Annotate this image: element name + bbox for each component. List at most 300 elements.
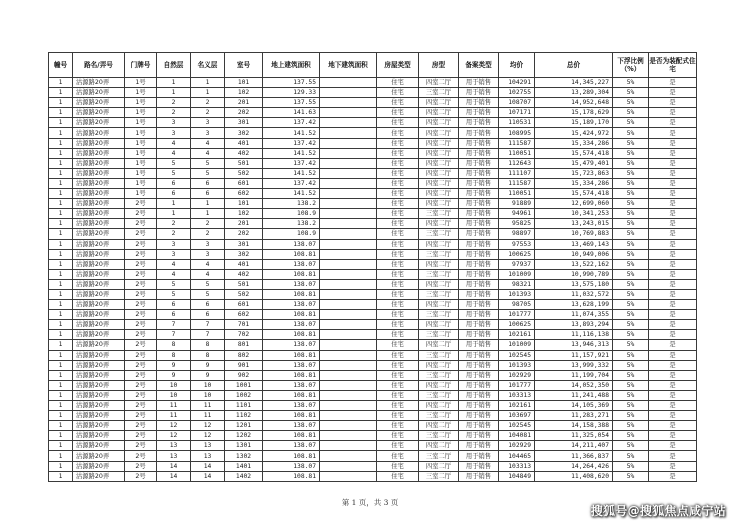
cell-unit-price: 91889 — [499, 199, 535, 209]
cell-door-no: 2号 — [125, 300, 157, 310]
cell-layout: 三室二厅 — [419, 451, 459, 461]
cell-prefab-flag: 是 — [649, 340, 697, 350]
cell-unit-price: 97937 — [499, 259, 535, 269]
cell-natural-floor: 2 — [157, 108, 191, 118]
cell-layout: 三室二厅 — [419, 431, 459, 441]
cell-road-lane: 沽源路20弄 — [73, 471, 125, 481]
cell-road-lane: 沽源路20弄 — [73, 78, 125, 88]
cell-filing-type: 用于销售 — [459, 118, 499, 128]
cell-below-ground-area — [320, 108, 377, 118]
cell-unit-price: 95825 — [499, 219, 535, 229]
cell-nominal-floor: 3 — [191, 118, 225, 128]
cell-below-ground-area — [320, 128, 377, 138]
cell-natural-floor: 6 — [157, 178, 191, 188]
cell-below-ground-area — [320, 289, 377, 299]
cell-door-no: 1号 — [125, 108, 157, 118]
cell-road-lane: 沽源路20弄 — [73, 259, 125, 269]
cell-door-no: 2号 — [125, 411, 157, 421]
cell-layout: 三室二厅 — [419, 310, 459, 320]
cell-prefab-flag: 是 — [649, 310, 697, 320]
cell-prefab-flag: 是 — [649, 330, 697, 340]
cell-total-price: 13,575,180 — [535, 279, 613, 289]
cell-total-price: 14,105,369 — [535, 401, 613, 411]
cell-total-price: 15,189,170 — [535, 118, 613, 128]
cell-below-ground-area — [320, 168, 377, 178]
cell-natural-floor: 10 — [157, 380, 191, 390]
cell-prefab-flag: 是 — [649, 320, 697, 330]
cell-total-price: 11,116,138 — [535, 330, 613, 340]
cell-discount-ratio: 5% — [613, 300, 649, 310]
cell-road-lane: 沽源路20弄 — [73, 320, 125, 330]
cell-total-price: 10,990,789 — [535, 269, 613, 279]
cell-room-no: 202 — [225, 229, 263, 239]
cell-unit-price: 101009 — [499, 340, 535, 350]
cell-prefab-flag: 是 — [649, 148, 697, 158]
cell-above-ground-area: 138.07 — [263, 461, 320, 471]
cell-door-no: 2号 — [125, 269, 157, 279]
cell-unit-price: 101777 — [499, 310, 535, 320]
cell-above-ground-area: 108.81 — [263, 350, 320, 360]
cell-below-ground-area — [320, 451, 377, 461]
cell-below-ground-area — [320, 461, 377, 471]
cell-unit-price: 104291 — [499, 78, 535, 88]
table-row — [49, 78, 697, 88]
cell-house-type: 住宅 — [377, 219, 419, 229]
cell-door-no: 1号 — [125, 118, 157, 128]
cell-total-price: 11,074,355 — [535, 310, 613, 320]
cell-unit-price: 102755 — [499, 88, 535, 98]
cell-nominal-floor: 5 — [191, 168, 225, 178]
cell-unit-price: 103313 — [499, 390, 535, 400]
cell-prefab-flag: 是 — [649, 138, 697, 148]
table-row — [49, 350, 697, 360]
cell-total-price: 13,289,304 — [535, 88, 613, 98]
cell-prefab-flag: 是 — [649, 158, 697, 168]
cell-total-price: 11,241,488 — [535, 390, 613, 400]
cell-room-no: 1102 — [225, 411, 263, 421]
cell-below-ground-area — [320, 78, 377, 88]
cell-filing-type: 用于销售 — [459, 209, 499, 219]
cell-house-type: 住宅 — [377, 390, 419, 400]
cell-room-no: 601 — [225, 300, 263, 310]
cell-natural-floor: 9 — [157, 370, 191, 380]
cell-door-no: 1号 — [125, 78, 157, 88]
cell-natural-floor: 2 — [157, 98, 191, 108]
cell-door-no: 2号 — [125, 431, 157, 441]
cell-natural-floor: 4 — [157, 138, 191, 148]
cell-unit-price: 111587 — [499, 178, 535, 188]
cell-discount-ratio: 5% — [613, 340, 649, 350]
cell-road-lane: 沽源路20弄 — [73, 431, 125, 441]
cell-discount-ratio: 5% — [613, 199, 649, 209]
cell-door-no: 1号 — [125, 189, 157, 199]
table-row — [49, 461, 697, 471]
table-row — [49, 300, 697, 310]
table-row — [49, 441, 697, 451]
cell-total-price: 13,243,015 — [535, 219, 613, 229]
cell-discount-ratio: 5% — [613, 370, 649, 380]
cell-below-ground-area — [320, 239, 377, 249]
cell-house-type: 住宅 — [377, 451, 419, 461]
cell-building-no: 1 — [49, 471, 73, 481]
cell-below-ground-area — [320, 279, 377, 289]
cell-total-price: 15,334,286 — [535, 138, 613, 148]
cell-road-lane: 沽源路20弄 — [73, 249, 125, 259]
cell-discount-ratio: 5% — [613, 269, 649, 279]
cell-nominal-floor: 1 — [191, 209, 225, 219]
cell-nominal-floor: 11 — [191, 411, 225, 421]
cell-prefab-flag: 是 — [649, 108, 697, 118]
cell-layout: 四室二厅 — [419, 300, 459, 310]
cell-total-price: 13,893,294 — [535, 320, 613, 330]
cell-prefab-flag: 是 — [649, 411, 697, 421]
cell-room-no: 502 — [225, 289, 263, 299]
cell-total-price: 15,334,286 — [535, 178, 613, 188]
cell-house-type: 住宅 — [377, 431, 419, 441]
cell-house-type: 住宅 — [377, 289, 419, 299]
cell-above-ground-area: 108.81 — [263, 370, 320, 380]
cell-natural-floor: 8 — [157, 350, 191, 360]
cell-road-lane: 沽源路20弄 — [73, 178, 125, 188]
table-row — [49, 259, 697, 269]
cell-below-ground-area — [320, 320, 377, 330]
cell-road-lane: 沽源路20弄 — [73, 88, 125, 98]
cell-above-ground-area: 108.9 — [263, 229, 320, 239]
cell-room-no: 1002 — [225, 390, 263, 400]
header-building-no: 幢号 — [49, 53, 73, 78]
cell-natural-floor: 5 — [157, 289, 191, 299]
cell-road-lane: 沽源路20弄 — [73, 401, 125, 411]
cell-door-no: 1号 — [125, 138, 157, 148]
cell-layout: 四室二厅 — [419, 168, 459, 178]
cell-discount-ratio: 5% — [613, 471, 649, 481]
cell-room-no: 1001 — [225, 380, 263, 390]
cell-natural-floor: 1 — [157, 78, 191, 88]
cell-layout: 四室二厅 — [419, 320, 459, 330]
cell-discount-ratio: 5% — [613, 320, 649, 330]
cell-door-no: 2号 — [125, 289, 157, 299]
cell-building-no: 1 — [49, 239, 73, 249]
cell-total-price: 11,157,921 — [535, 350, 613, 360]
cell-natural-floor: 6 — [157, 310, 191, 320]
cell-prefab-flag: 是 — [649, 98, 697, 108]
header-prefab-flag: 是否为装配式住宅 — [649, 53, 697, 78]
cell-filing-type: 用于销售 — [459, 411, 499, 421]
cell-door-no: 2号 — [125, 279, 157, 289]
cell-unit-price: 111587 — [499, 138, 535, 148]
cell-below-ground-area — [320, 98, 377, 108]
cell-road-lane: 沽源路20弄 — [73, 219, 125, 229]
cell-below-ground-area — [320, 158, 377, 168]
cell-room-no: 401 — [225, 259, 263, 269]
cell-above-ground-area: 138.07 — [263, 421, 320, 431]
cell-natural-floor: 13 — [157, 451, 191, 461]
cell-below-ground-area — [320, 411, 377, 421]
cell-nominal-floor: 13 — [191, 441, 225, 451]
cell-unit-price: 97553 — [499, 239, 535, 249]
cell-above-ground-area: 137.55 — [263, 98, 320, 108]
cell-natural-floor: 11 — [157, 411, 191, 421]
cell-house-type: 住宅 — [377, 370, 419, 380]
cell-building-no: 1 — [49, 380, 73, 390]
cell-discount-ratio: 5% — [613, 108, 649, 118]
cell-door-no: 2号 — [125, 350, 157, 360]
cell-layout: 三室二厅 — [419, 289, 459, 299]
cell-total-price: 15,424,972 — [535, 128, 613, 138]
cell-prefab-flag: 是 — [649, 401, 697, 411]
cell-nominal-floor: 10 — [191, 390, 225, 400]
cell-door-no: 2号 — [125, 451, 157, 461]
cell-building-no: 1 — [49, 279, 73, 289]
cell-door-no: 2号 — [125, 370, 157, 380]
table-row — [49, 189, 697, 199]
cell-road-lane: 沽源路20弄 — [73, 118, 125, 128]
cell-building-no: 1 — [49, 350, 73, 360]
cell-house-type: 住宅 — [377, 209, 419, 219]
table-row — [49, 370, 697, 380]
cell-nominal-floor: 3 — [191, 249, 225, 259]
cell-above-ground-area: 138.07 — [263, 259, 320, 269]
table-row — [49, 148, 697, 158]
cell-natural-floor: 2 — [157, 219, 191, 229]
cell-discount-ratio: 5% — [613, 138, 649, 148]
cell-above-ground-area: 138.07 — [263, 300, 320, 310]
cell-house-type: 住宅 — [377, 330, 419, 340]
cell-layout: 四室二厅 — [419, 401, 459, 411]
cell-unit-price: 102161 — [499, 401, 535, 411]
cell-total-price: 11,032,572 — [535, 289, 613, 299]
cell-filing-type: 用于销售 — [459, 431, 499, 441]
cell-filing-type: 用于销售 — [459, 199, 499, 209]
cell-unit-price: 104081 — [499, 431, 535, 441]
table-row — [49, 451, 697, 461]
cell-natural-floor: 6 — [157, 189, 191, 199]
table-row — [49, 380, 697, 390]
cell-building-no: 1 — [49, 360, 73, 370]
cell-filing-type: 用于销售 — [459, 138, 499, 148]
cell-door-no: 1号 — [125, 128, 157, 138]
cell-room-no: 402 — [225, 148, 263, 158]
cell-room-no: 802 — [225, 350, 263, 360]
cell-prefab-flag: 是 — [649, 390, 697, 400]
cell-above-ground-area: 108.81 — [263, 411, 320, 421]
table-row — [49, 330, 697, 340]
cell-house-type: 住宅 — [377, 78, 419, 88]
cell-house-type: 住宅 — [377, 88, 419, 98]
header-nominal-floor: 名义层 — [191, 53, 225, 78]
cell-above-ground-area: 138.07 — [263, 441, 320, 451]
cell-natural-floor: 6 — [157, 300, 191, 310]
cell-road-lane: 沽源路20弄 — [73, 411, 125, 421]
cell-room-no: 501 — [225, 158, 263, 168]
cell-above-ground-area: 138.07 — [263, 320, 320, 330]
cell-layout: 三室二厅 — [419, 370, 459, 380]
cell-road-lane: 沽源路20弄 — [73, 461, 125, 471]
cell-road-lane: 沽源路20弄 — [73, 441, 125, 451]
cell-prefab-flag: 是 — [649, 209, 697, 219]
cell-house-type: 住宅 — [377, 118, 419, 128]
cell-filing-type: 用于销售 — [459, 451, 499, 461]
cell-discount-ratio: 5% — [613, 461, 649, 471]
cell-discount-ratio: 5% — [613, 118, 649, 128]
cell-unit-price: 110531 — [499, 118, 535, 128]
cell-building-no: 1 — [49, 229, 73, 239]
cell-building-no: 1 — [49, 98, 73, 108]
cell-above-ground-area: 141.52 — [263, 168, 320, 178]
cell-natural-floor: 4 — [157, 148, 191, 158]
cell-house-type: 住宅 — [377, 380, 419, 390]
cell-room-no: 1201 — [225, 421, 263, 431]
cell-building-no: 1 — [49, 108, 73, 118]
cell-building-no: 1 — [49, 401, 73, 411]
cell-total-price: 15,479,401 — [535, 158, 613, 168]
cell-below-ground-area — [320, 310, 377, 320]
cell-house-type: 住宅 — [377, 441, 419, 451]
cell-nominal-floor: 9 — [191, 360, 225, 370]
cell-total-price: 15,723,863 — [535, 168, 613, 178]
cell-door-no: 2号 — [125, 199, 157, 209]
cell-total-price: 15,574,418 — [535, 148, 613, 158]
price-table — [48, 52, 697, 482]
cell-natural-floor: 3 — [157, 239, 191, 249]
cell-below-ground-area — [320, 88, 377, 98]
cell-nominal-floor: 5 — [191, 158, 225, 168]
cell-layout: 四室二厅 — [419, 138, 459, 148]
cell-below-ground-area — [320, 189, 377, 199]
cell-door-no: 2号 — [125, 441, 157, 451]
table-row — [49, 320, 697, 330]
cell-filing-type: 用于销售 — [459, 279, 499, 289]
cell-building-no: 1 — [49, 148, 73, 158]
cell-prefab-flag: 是 — [649, 239, 697, 249]
cell-road-lane: 沽源路20弄 — [73, 340, 125, 350]
cell-nominal-floor: 1 — [191, 78, 225, 88]
cell-filing-type: 用于销售 — [459, 229, 499, 239]
cell-total-price: 14,052,350 — [535, 380, 613, 390]
cell-filing-type: 用于销售 — [459, 98, 499, 108]
cell-discount-ratio: 5% — [613, 279, 649, 289]
cell-road-lane: 沽源路20弄 — [73, 289, 125, 299]
cell-above-ground-area: 137.42 — [263, 178, 320, 188]
cell-layout: 四室二厅 — [419, 199, 459, 209]
header-layout: 房型 — [419, 53, 459, 78]
cell-door-no: 2号 — [125, 360, 157, 370]
cell-unit-price: 110051 — [499, 189, 535, 199]
cell-prefab-flag: 是 — [649, 370, 697, 380]
cell-prefab-flag: 是 — [649, 431, 697, 441]
cell-natural-floor: 7 — [157, 320, 191, 330]
cell-road-lane: 沽源路20弄 — [73, 380, 125, 390]
cell-building-no: 1 — [49, 411, 73, 421]
cell-natural-floor: 3 — [157, 128, 191, 138]
cell-house-type: 住宅 — [377, 340, 419, 350]
cell-house-type: 住宅 — [377, 259, 419, 269]
cell-road-lane: 沽源路20弄 — [73, 98, 125, 108]
cell-below-ground-area — [320, 340, 377, 350]
cell-layout: 三室二厅 — [419, 411, 459, 421]
cell-filing-type: 用于销售 — [459, 259, 499, 269]
table-row — [49, 88, 697, 98]
cell-unit-price: 98897 — [499, 229, 535, 239]
cell-door-no: 2号 — [125, 390, 157, 400]
cell-prefab-flag: 是 — [649, 300, 697, 310]
cell-building-no: 1 — [49, 441, 73, 451]
cell-house-type: 住宅 — [377, 199, 419, 209]
cell-room-no: 301 — [225, 118, 263, 128]
cell-above-ground-area: 141.52 — [263, 189, 320, 199]
cell-room-no: 102 — [225, 88, 263, 98]
cell-below-ground-area — [320, 390, 377, 400]
cell-filing-type: 用于销售 — [459, 108, 499, 118]
cell-room-no: 201 — [225, 98, 263, 108]
cell-house-type: 住宅 — [377, 411, 419, 421]
cell-layout: 三室二厅 — [419, 390, 459, 400]
cell-road-lane: 沽源路20弄 — [73, 239, 125, 249]
cell-natural-floor: 4 — [157, 269, 191, 279]
cell-road-lane: 沽源路20弄 — [73, 279, 125, 289]
cell-house-type: 住宅 — [377, 401, 419, 411]
cell-discount-ratio: 5% — [613, 239, 649, 249]
cell-house-type: 住宅 — [377, 300, 419, 310]
cell-filing-type: 用于销售 — [459, 380, 499, 390]
cell-unit-price: 102545 — [499, 350, 535, 360]
cell-total-price: 10,769,883 — [535, 229, 613, 239]
cell-road-lane: 沽源路20弄 — [73, 390, 125, 400]
cell-building-no: 1 — [49, 310, 73, 320]
cell-filing-type: 用于销售 — [459, 178, 499, 188]
cell-natural-floor: 5 — [157, 279, 191, 289]
cell-below-ground-area — [320, 209, 377, 219]
cell-room-no: 1101 — [225, 401, 263, 411]
cell-above-ground-area: 137.42 — [263, 158, 320, 168]
header-below-ground-area: 地下建筑面积 — [320, 53, 377, 78]
cell-below-ground-area — [320, 118, 377, 128]
cell-natural-floor: 14 — [157, 471, 191, 481]
cell-road-lane: 沽源路20弄 — [73, 148, 125, 158]
header-row — [49, 53, 697, 78]
cell-house-type: 住宅 — [377, 249, 419, 259]
cell-above-ground-area: 108.81 — [263, 451, 320, 461]
cell-room-no: 1401 — [225, 461, 263, 471]
cell-nominal-floor: 8 — [191, 350, 225, 360]
cell-layout: 四室二厅 — [419, 239, 459, 249]
cell-discount-ratio: 5% — [613, 98, 649, 108]
table-row — [49, 360, 697, 370]
cell-discount-ratio: 5% — [613, 178, 649, 188]
cell-building-no: 1 — [49, 431, 73, 441]
cell-nominal-floor: 4 — [191, 269, 225, 279]
cell-door-no: 1号 — [125, 178, 157, 188]
cell-filing-type: 用于销售 — [459, 78, 499, 88]
cell-natural-floor: 2 — [157, 229, 191, 239]
cell-room-no: 1402 — [225, 471, 263, 481]
table-row — [49, 98, 697, 108]
cell-total-price: 13,946,313 — [535, 340, 613, 350]
cell-nominal-floor: 10 — [191, 380, 225, 390]
cell-building-no: 1 — [49, 289, 73, 299]
table-row — [49, 239, 697, 249]
cell-road-lane: 沽源路20弄 — [73, 138, 125, 148]
cell-prefab-flag: 是 — [649, 189, 697, 199]
cell-total-price: 10,341,253 — [535, 209, 613, 219]
cell-building-no: 1 — [49, 118, 73, 128]
cell-below-ground-area — [320, 249, 377, 259]
table-row — [49, 289, 697, 299]
cell-door-no: 2号 — [125, 259, 157, 269]
cell-prefab-flag: 是 — [649, 269, 697, 279]
cell-filing-type: 用于销售 — [459, 289, 499, 299]
cell-nominal-floor: 3 — [191, 128, 225, 138]
